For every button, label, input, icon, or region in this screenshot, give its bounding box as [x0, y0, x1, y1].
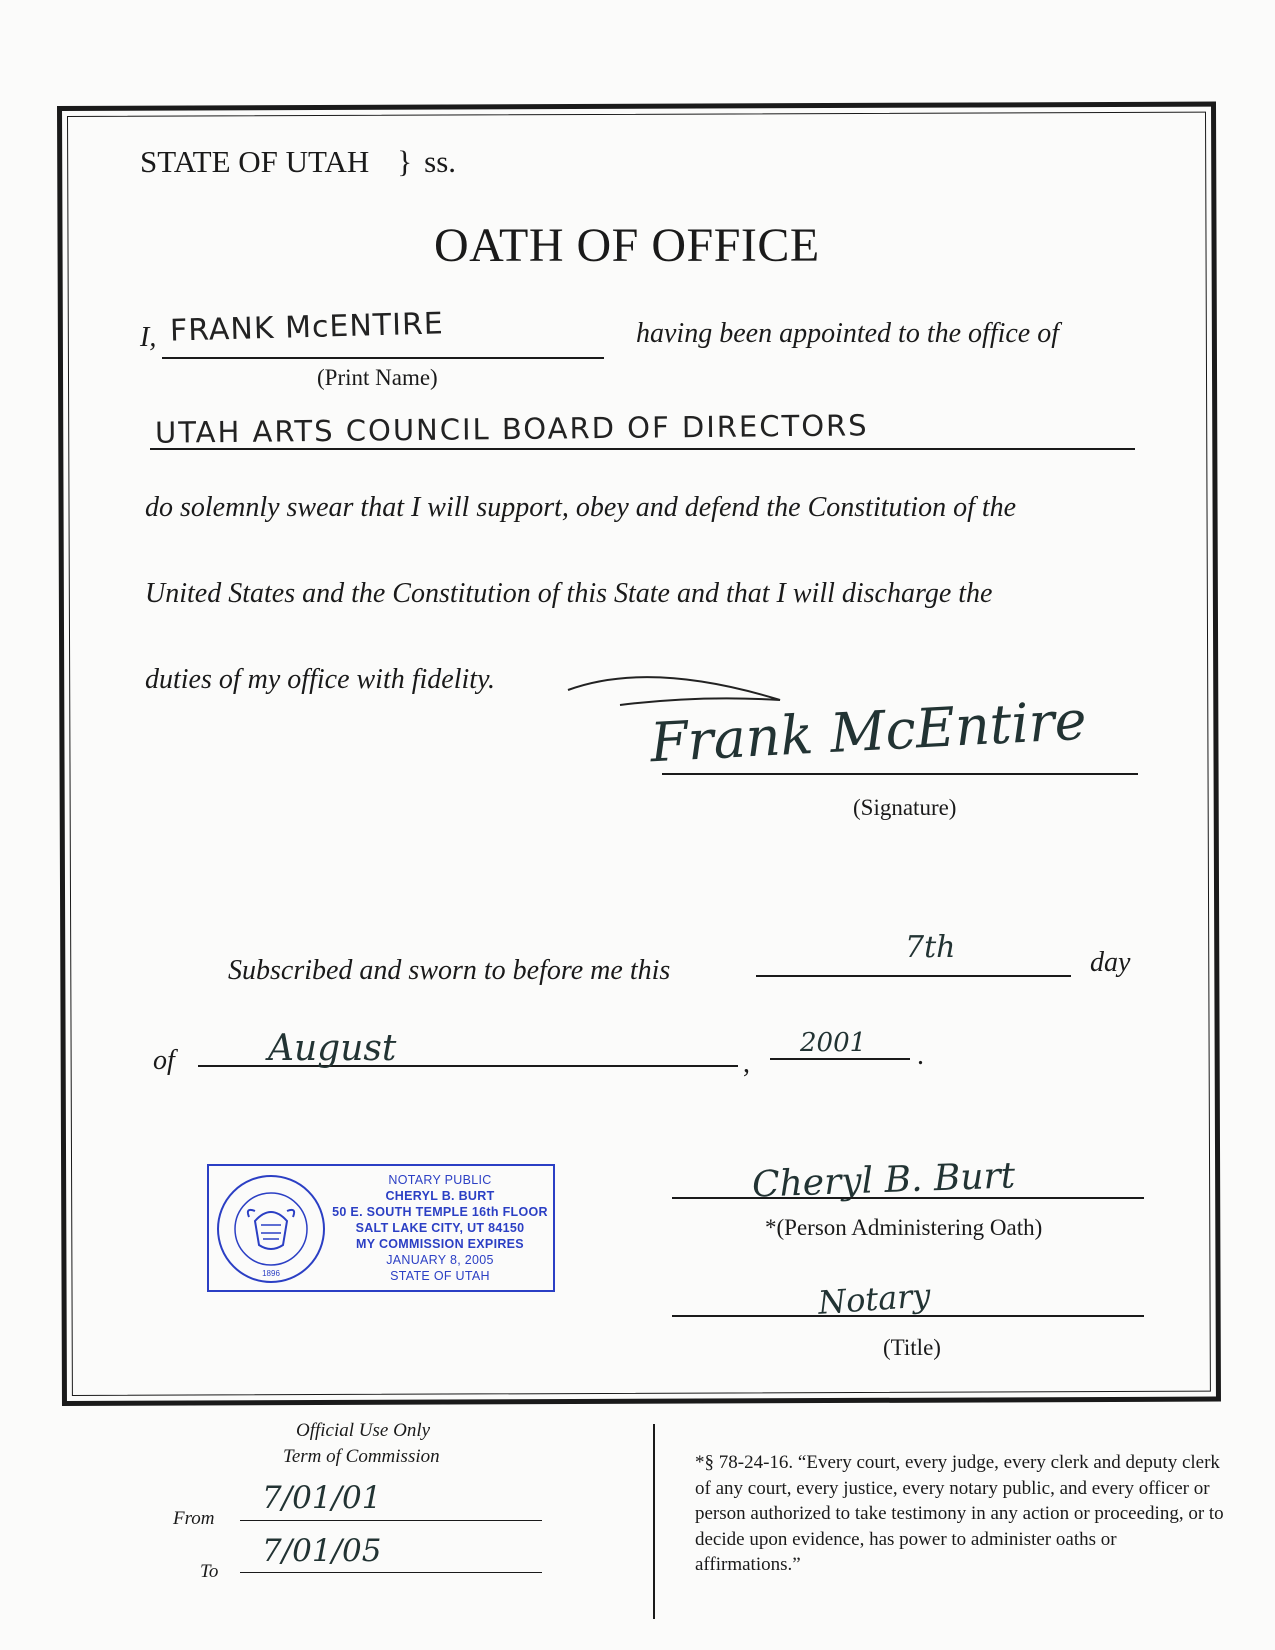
notary-stamp — [207, 1164, 555, 1292]
signature-label: (Signature) — [853, 795, 957, 820]
statute-text: *§ 78-24-16. “Every court, every judge, every clerk and deputy clerk of any court, every justice, every notary public, and every officer or person authorized to take testimony in any action or proceeding, or to decide upon evidence, has power to administer oaths or affirmations.” — [695, 1452, 1224, 1575]
stamp-line-2: CHERYL B. BURT — [385, 1189, 495, 1203]
administrator-line — [672, 1197, 1144, 1199]
name-line — [162, 357, 604, 359]
oath-body-line-1: do solemnly swear that I will support, obey and defend the Constitution of the — [145, 492, 1017, 523]
comma: , — [743, 1048, 750, 1079]
state-heading — [140, 144, 456, 180]
oath-body-line-3: duties of my office with fidelity. — [145, 664, 495, 695]
brace: } — [397, 144, 413, 179]
stamp-text — [327, 1172, 553, 1284]
print-name-label: (Print Name) — [317, 365, 438, 390]
to-value: 7/01/05 — [262, 1533, 382, 1569]
signature-line — [662, 773, 1138, 775]
page-title: OATH OF OFFICE — [434, 219, 820, 272]
term-heading: Term of Commission — [283, 1446, 440, 1467]
year-line — [770, 1058, 910, 1060]
title-line — [672, 1315, 1144, 1317]
state-seal-icon — [215, 1173, 327, 1285]
stamp-line-1: NOTARY PUBLIC — [388, 1173, 492, 1187]
day-line — [756, 975, 1071, 977]
title-handwritten: Notary — [816, 1276, 932, 1322]
footer-divider — [653, 1424, 655, 1619]
ss-label: ss. — [424, 144, 457, 179]
stamp-line-3: 50 E. SOUTH TEMPLE 16th FLOOR — [332, 1205, 548, 1219]
title-label: (Title) — [883, 1335, 941, 1360]
oath-prefix: I, — [140, 322, 157, 353]
stamp-line-4: SALT LAKE CITY, UT 84150 — [355, 1221, 525, 1235]
month-handwritten: August — [268, 1028, 397, 1069]
from-label: From — [173, 1508, 215, 1529]
day-handwritten: 7th — [905, 930, 956, 965]
administrator-signature: Cheryl B. Burt — [751, 1155, 1016, 1206]
stamp-line-7: STATE OF UTAH — [390, 1269, 490, 1283]
of-label: of — [153, 1045, 175, 1076]
seal-year: 1896 — [262, 1269, 280, 1278]
period: . — [917, 1040, 924, 1071]
year-handwritten: 2001 — [800, 1028, 867, 1058]
state-label: STATE OF UTAH — [140, 144, 370, 179]
signature-handwritten: Frank McEntire — [648, 688, 1088, 775]
stamp-line-6: JANUARY 8, 2005 — [386, 1253, 494, 1267]
day-label: day — [1090, 947, 1131, 978]
from-value: 7/01/01 — [262, 1480, 382, 1516]
from-line — [240, 1520, 542, 1521]
appointed-text: having been appointed to the office of — [636, 318, 1060, 349]
administrator-label: *(Person Administering Oath) — [765, 1215, 1043, 1240]
stamp-line-5: MY COMMISSION EXPIRES — [356, 1237, 524, 1251]
to-line — [240, 1572, 542, 1573]
oath-body-line-2: United States and the Constitution of this State and that I will discharge the — [145, 578, 993, 609]
office-handwritten: UTAH ARTS COUNCIL BOARD OF DIRECTORS — [154, 408, 869, 450]
official-use-heading: Official Use Only — [296, 1420, 431, 1441]
subscribed-text: Subscribed and sworn to before me this — [228, 955, 671, 986]
to-label: To — [200, 1561, 219, 1582]
office-line — [150, 448, 1135, 450]
name-handwritten: FRANK McENTIRE — [169, 306, 445, 349]
